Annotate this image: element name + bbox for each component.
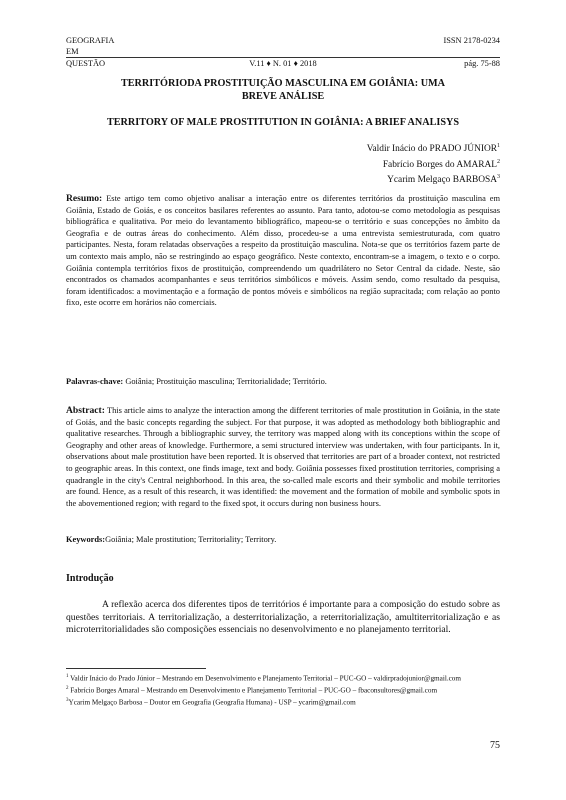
page-range: pág. 75-88 (464, 59, 500, 68)
footnote-2: $^2$ Fabrício Borges Amaral – Mestrando em Desenvolvimento e Planejamento Territorial – PUC-GO – fbaconsultores@gmail.com (66, 685, 438, 695)
keywords-paragraph (66, 534, 500, 546)
page-number: 75 (490, 740, 500, 751)
title-portuguese: TERRITÓRIODA PROSTITUIÇÃO MASCULINA EM GOIÂNIA: UMA BREVE ANÁLISE (120, 78, 446, 102)
footnote-rule (66, 668, 206, 669)
footnotes (66, 672, 500, 708)
resumo-text: Este artigo tem como objetivo analisar a interação entre os diferentes territórios da prostituição masculina em Goiânia, Estado de Goiás, e os conceitos basilares referentes ao assunto. Para tanto, adotou-se como metodologia as pesquisas bibliográfica e qualitativa. Por meio do levantamento bibliográfico, mapeou-se o território e suas concepções no âmbito da Geografia e de outras áreas do conhecimento. Além disso, procedeu-se a uma entrevista semiestruturada, com quatro participantes. Nesta, foram relatadas observações a respeito da prostituição masculina. Nota-se que os territórios fazem parte de um contexto mais amplo, não se restringindo ao espaço geográfico. Neste contexto, encontram-se a imagem, o texto e o corpo. Goiânia contempla territórios fixos de prostituição, compreendendo um quadrilátero no Setor Central da cidade. Neste, são encontrados os chamados acompanhantes e seus territórios simbólicos e móveis. Assim sendo, como resultado da pesquisa, foram identificados: a movimentação e a formação de pontos móveis e simbólicos na região supracitada; com relação ao ponto fixo, este ocorre em horários não comerciais. (66, 194, 501, 308)
issn: ISSN 2178-0234 (443, 36, 500, 45)
author-1: Valdir Inácio do PRADO JÚNIOR$^1$ (366, 143, 500, 155)
journal-name-line3: QUESTÃO (66, 59, 106, 68)
author-3: Ycarim Melgaço BARBOSA$^3$ (387, 174, 500, 186)
keywords-label: Keywords: (66, 535, 106, 544)
palavras-chave-paragraph (66, 376, 500, 388)
section-heading-introducao: Introdução (66, 573, 114, 584)
abstract-label: Abstract: (66, 405, 105, 416)
volume-info: V.11 ♦ N. 01 ♦ 2018 (249, 59, 317, 68)
palavras-chave-label: Palavras-chave: (66, 377, 124, 386)
keywords-text: Goiânia; Male prostitution; Territoriality; Territory. (105, 535, 277, 544)
author-2: Fabrício Borges do AMARAL$^2$ (382, 158, 500, 170)
palavras-chave-text: Goiânia; Prostituição masculina; Territorialidade; Território. (123, 377, 327, 386)
journal-name-line1: GEOGRAFIA (66, 36, 115, 45)
resumo-paragraph (66, 193, 500, 309)
resumo-label: Resumo: (66, 193, 103, 204)
intro-paragraph: A reflexão acerca dos diferentes tipos de territórios é importante para a composição do estudo sobre as questões territoriais. A territorialização, a desterritorialização, a reterritorialização, amultiterritorialização e as microterritorialidades são composições essenciais no desenvolvimento e no planejamento territorial. (66, 599, 500, 636)
author-list (367, 140, 500, 187)
journal-name-line2: EM (66, 47, 79, 56)
footnote-3: $^3$Ycarim Melgaço Barbosa – Doutor em Geografia (Geografia Humana) - USP – ycarim@gmail.com (66, 697, 356, 707)
abstract-paragraph (66, 405, 500, 509)
abstract-text: This article aims to analyze the interaction among the different territories of male prostitution in Goiânia, in the state of Goiás, and the basic concepts regarding the subject. For that purpose, it was adopted as methodology both bibliographic and qualitative researches. Through a bibliographic survey, the territory was mapped along with its conceptions within the scope of Geography and other areas of knowledge. Furthermore, a semi structured interview was undertaken, with four participants. In it, observations about male prostitution have been reported. It is observed that territories are part of a broader context, not restricted to geographic areas. In this context, one finds image, text and body. Goiânia possesses fixed prostitution territories, comprising a quadrangle in the city's Central neighborhood. In this area, the so-called male escorts and their symbolic and mobile territories are found. Hence, as a result of this research, it was identified: the movement and the formation of mobile and symbolic spots in the abovementioned region; with regard to the fixed spot, it occurs during non business hours. (66, 406, 500, 508)
footnote-1: $^1$ Valdir Inácio do Prado Júnior – Mestrando em Desenvolvimento e Planejamento Territorial – PUC-GO – valdirpradojunior@gmail.com (66, 674, 461, 683)
title-english: TERRITORY OF MALE PROSTITUTION IN GOIÂNIA: A BRIEF ANALISYS (106, 117, 460, 128)
